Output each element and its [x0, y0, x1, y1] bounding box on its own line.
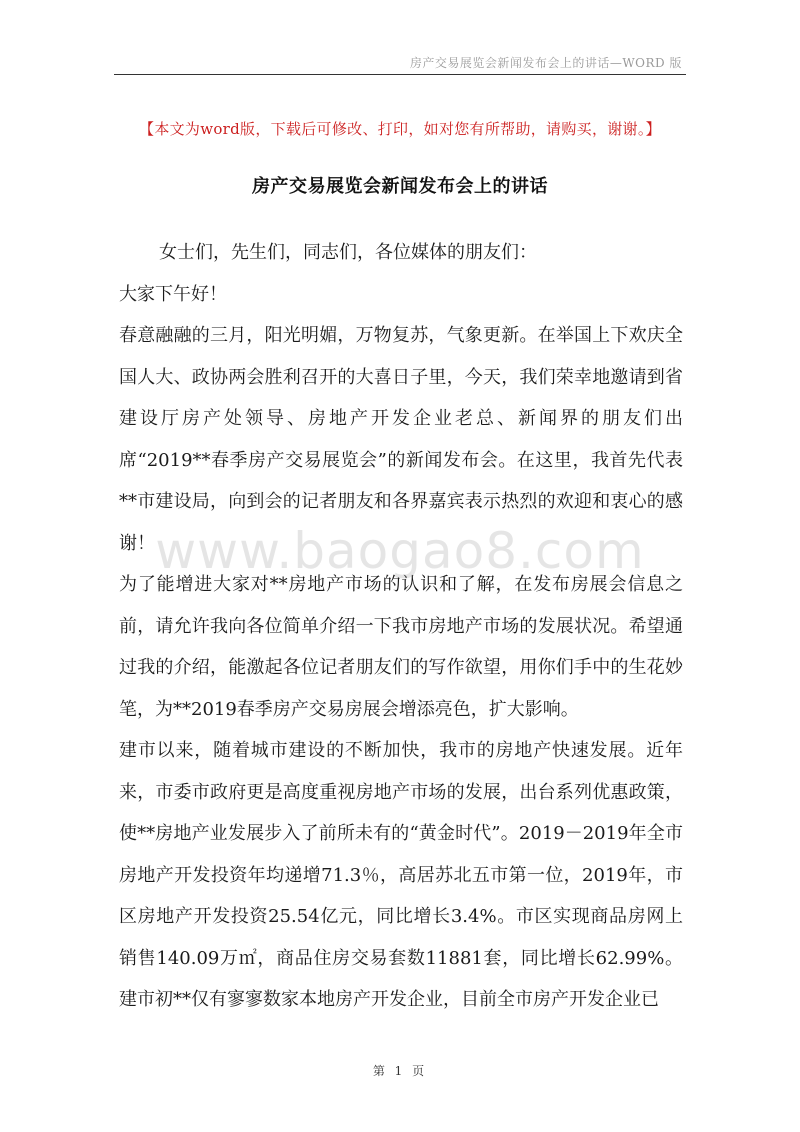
body-paragraph: 为了能增进大家对**房地产市场的认识和了解，在发布房展会信息之前，请允许我向各位简单介绍一下我市房地产市场的发展状况。希望通过我的介绍，能激起各位记者朋友们的写作欲望，用你们手中的生花妙笔，为**2019春季房产交易房展会增添亮色，扩大影响。 — [119, 574, 683, 720]
greeting-paragraph: 大家下午好！ — [119, 283, 227, 305]
header-divider — [114, 74, 686, 75]
page-number: 第 1 页 — [372, 1064, 428, 1078]
document-title: 房产交易展览会新闻发布会上的讲话 — [252, 176, 548, 197]
salutation-paragraph: 女士们，先生们，同志们，各位媒体的朋友们： — [159, 242, 537, 263]
body-paragraph: 春意融融的三月，阳光明媚，万物复苏，气象更新。在举国上下欢庆全国人大、政协两会胜利召开的大喜日子里，今天，我们荣幸地邀请到省建设厅房产处领导、房地产开发企业老总、新闻界的朋友们出席“2019**春季房产交易展览会”的新闻发布会。在这里，我首先代表**市建设局，向到会的记者朋友和各界嘉宾表示热烈的欢迎和衷心的感谢！ — [119, 325, 683, 554]
running-header: 房产交易展览会新闻发布会上的讲话—WORD 版 — [409, 56, 682, 70]
purchase-notice: 【本文为word版，下载后可修改、打印，如对您有所帮助，请购买，谢谢。】 — [139, 120, 661, 138]
watermark: www.baogao8.com — [155, 522, 645, 580]
body-paragraph: 建市以来，随着城市建设的不断加快，我市的房地产快速发展。近年来，市委市政府更是高度重视房地产市场的发展，出台系列优惠政策，使**房地产业发展步入了前所未有的“黄金时代”。2019－2019年全市房地产开发投资年均递增71.3％，高居苏北五市第一位，2019年，市区房地产开发投资25.54亿元，同比增长3.4%。市区实现商品房网上销售140.09万㎡，商品住房交易套数11881套，同比增长62.99%。建市初**仅有寥寥数家本地房产开发企业，目前全市房产开发企业已 — [119, 740, 683, 1010]
document-body — [119, 232, 683, 1021]
